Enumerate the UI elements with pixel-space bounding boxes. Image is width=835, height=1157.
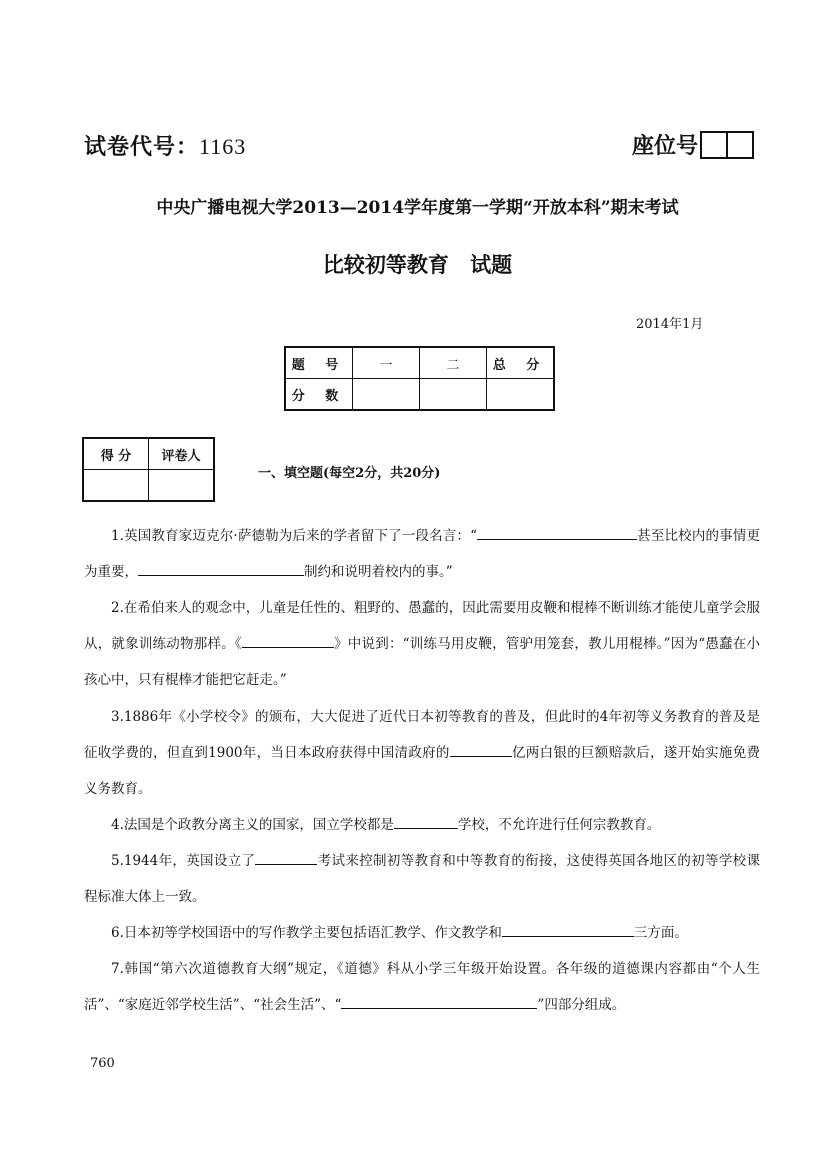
answer-blank: [450, 742, 512, 757]
seat-number: [632, 129, 754, 160]
question-text: 学校，不允许进行任何宗教教育。: [457, 817, 661, 833]
question-4: [84, 807, 760, 843]
grader-table-cell: 评卷人: [149, 438, 215, 470]
answer-blank: [242, 633, 334, 648]
score-table-cell: 二: [420, 347, 487, 379]
question-text: 制约和说明着校内的事。”: [304, 564, 453, 580]
score-table-empty-cell: [353, 379, 420, 411]
question-3: [84, 699, 760, 807]
question-2: [84, 590, 760, 698]
question-text: 7.韩国“第六次道德教育大纲”规定，《道德》科从小学三年级开始设置。各年级的道德课内容都由“个人生活”、“家庭近邻学校生活”、“社会生活”、“: [84, 961, 760, 1013]
answer-blank: [341, 994, 537, 1009]
answer-blank: [502, 922, 634, 937]
exam-subtitle: 中央广播电视大学2013—2014学年度第一学期“开放本科”期末考试: [156, 198, 679, 218]
exam-code-value: 1163: [199, 134, 247, 159]
score-table-header-row: [285, 347, 554, 379]
question-7: [84, 951, 760, 1023]
question-text: 亿两白银的巨额赔款后，遂开始实施免费义务教育。: [84, 745, 761, 797]
seat-number-label: 座位号: [632, 133, 699, 159]
grader-table-empty-cell: [149, 470, 215, 502]
exam-code: [84, 130, 246, 161]
question-text: 考试来控制初等教育和中等教育的衔接，这使得英国各地区的初等学校课程标准大体上一致。: [84, 853, 760, 905]
score-table: [284, 346, 555, 411]
question-text: 2.在希伯来人的观念中，儿童是任性的、粗野的、愚蠢的，因此需要用皮鞭和棍棒不断训练才能使儿童学会服从，就象训练动物那样。《: [84, 600, 760, 652]
score-table-empty-cell: [420, 379, 487, 411]
exam-date: 2014年1月: [636, 317, 704, 332]
question-1: [84, 518, 760, 590]
score-table-cell: 总 分: [487, 347, 555, 379]
grader-table: [82, 437, 215, 502]
score-table-score-row: [285, 379, 554, 411]
score-table-cell: 分 数: [285, 379, 353, 411]
grader-table-empty-cell: [83, 470, 149, 502]
question-text: 6.日本初等学校国语中的写作教学主要包括语汇教学、作文教学和: [111, 925, 502, 941]
exam-code-label: 试卷代号：: [84, 134, 200, 160]
grader-table-header-row: [83, 438, 214, 470]
page-number: 760: [90, 1056, 115, 1071]
score-table-empty-cell: [487, 379, 555, 411]
question-5: [84, 843, 760, 915]
question-6: [84, 915, 760, 951]
question-text: 三方面。: [633, 925, 688, 941]
question-text: 》中说到：“训练马用皮鞭，管驴用笼套，教儿用棍棒。”因为“愚蠢在小孩心中，只有棍棒才能把它赶走。”: [84, 636, 760, 688]
question-text: 5.1944年，英国设立了: [111, 853, 256, 869]
section-title: 一、填空题(每空2分，共20分): [258, 466, 441, 481]
score-table-cell: 一: [353, 347, 420, 379]
question-text: 3.1886年《小学校令》的颁布，大大促进了近代日本初等教育的普及，但此时的4年初等义务教育的普及是征收学费的，但直到1900年，当日本政府获得中国清政府的: [84, 709, 760, 761]
grader-table-cell: 得 分: [83, 438, 149, 470]
answer-blank: [255, 850, 317, 865]
grader-table-empty-row: [83, 470, 214, 502]
seat-box: [702, 133, 726, 157]
question-text: 1.英国教育家迈克尔·萨德勒为后来的学者留下了一段名言：“: [111, 528, 478, 544]
question-text: 4.法国是个政教分离主义的国家，国立学校都是: [111, 817, 394, 833]
question-text: 甚至比校内的事情更为重要，: [84, 528, 760, 580]
exam-title: 比较初等教育 试题: [322, 252, 513, 277]
score-table-cell: 题 号: [285, 347, 353, 379]
question-text: ”四部分组成。: [537, 997, 626, 1013]
answer-blank: [394, 814, 458, 829]
seat-number-boxes: [700, 131, 754, 159]
answer-blank: [477, 525, 637, 540]
answer-blank: [138, 561, 304, 576]
seat-box: [726, 133, 752, 157]
